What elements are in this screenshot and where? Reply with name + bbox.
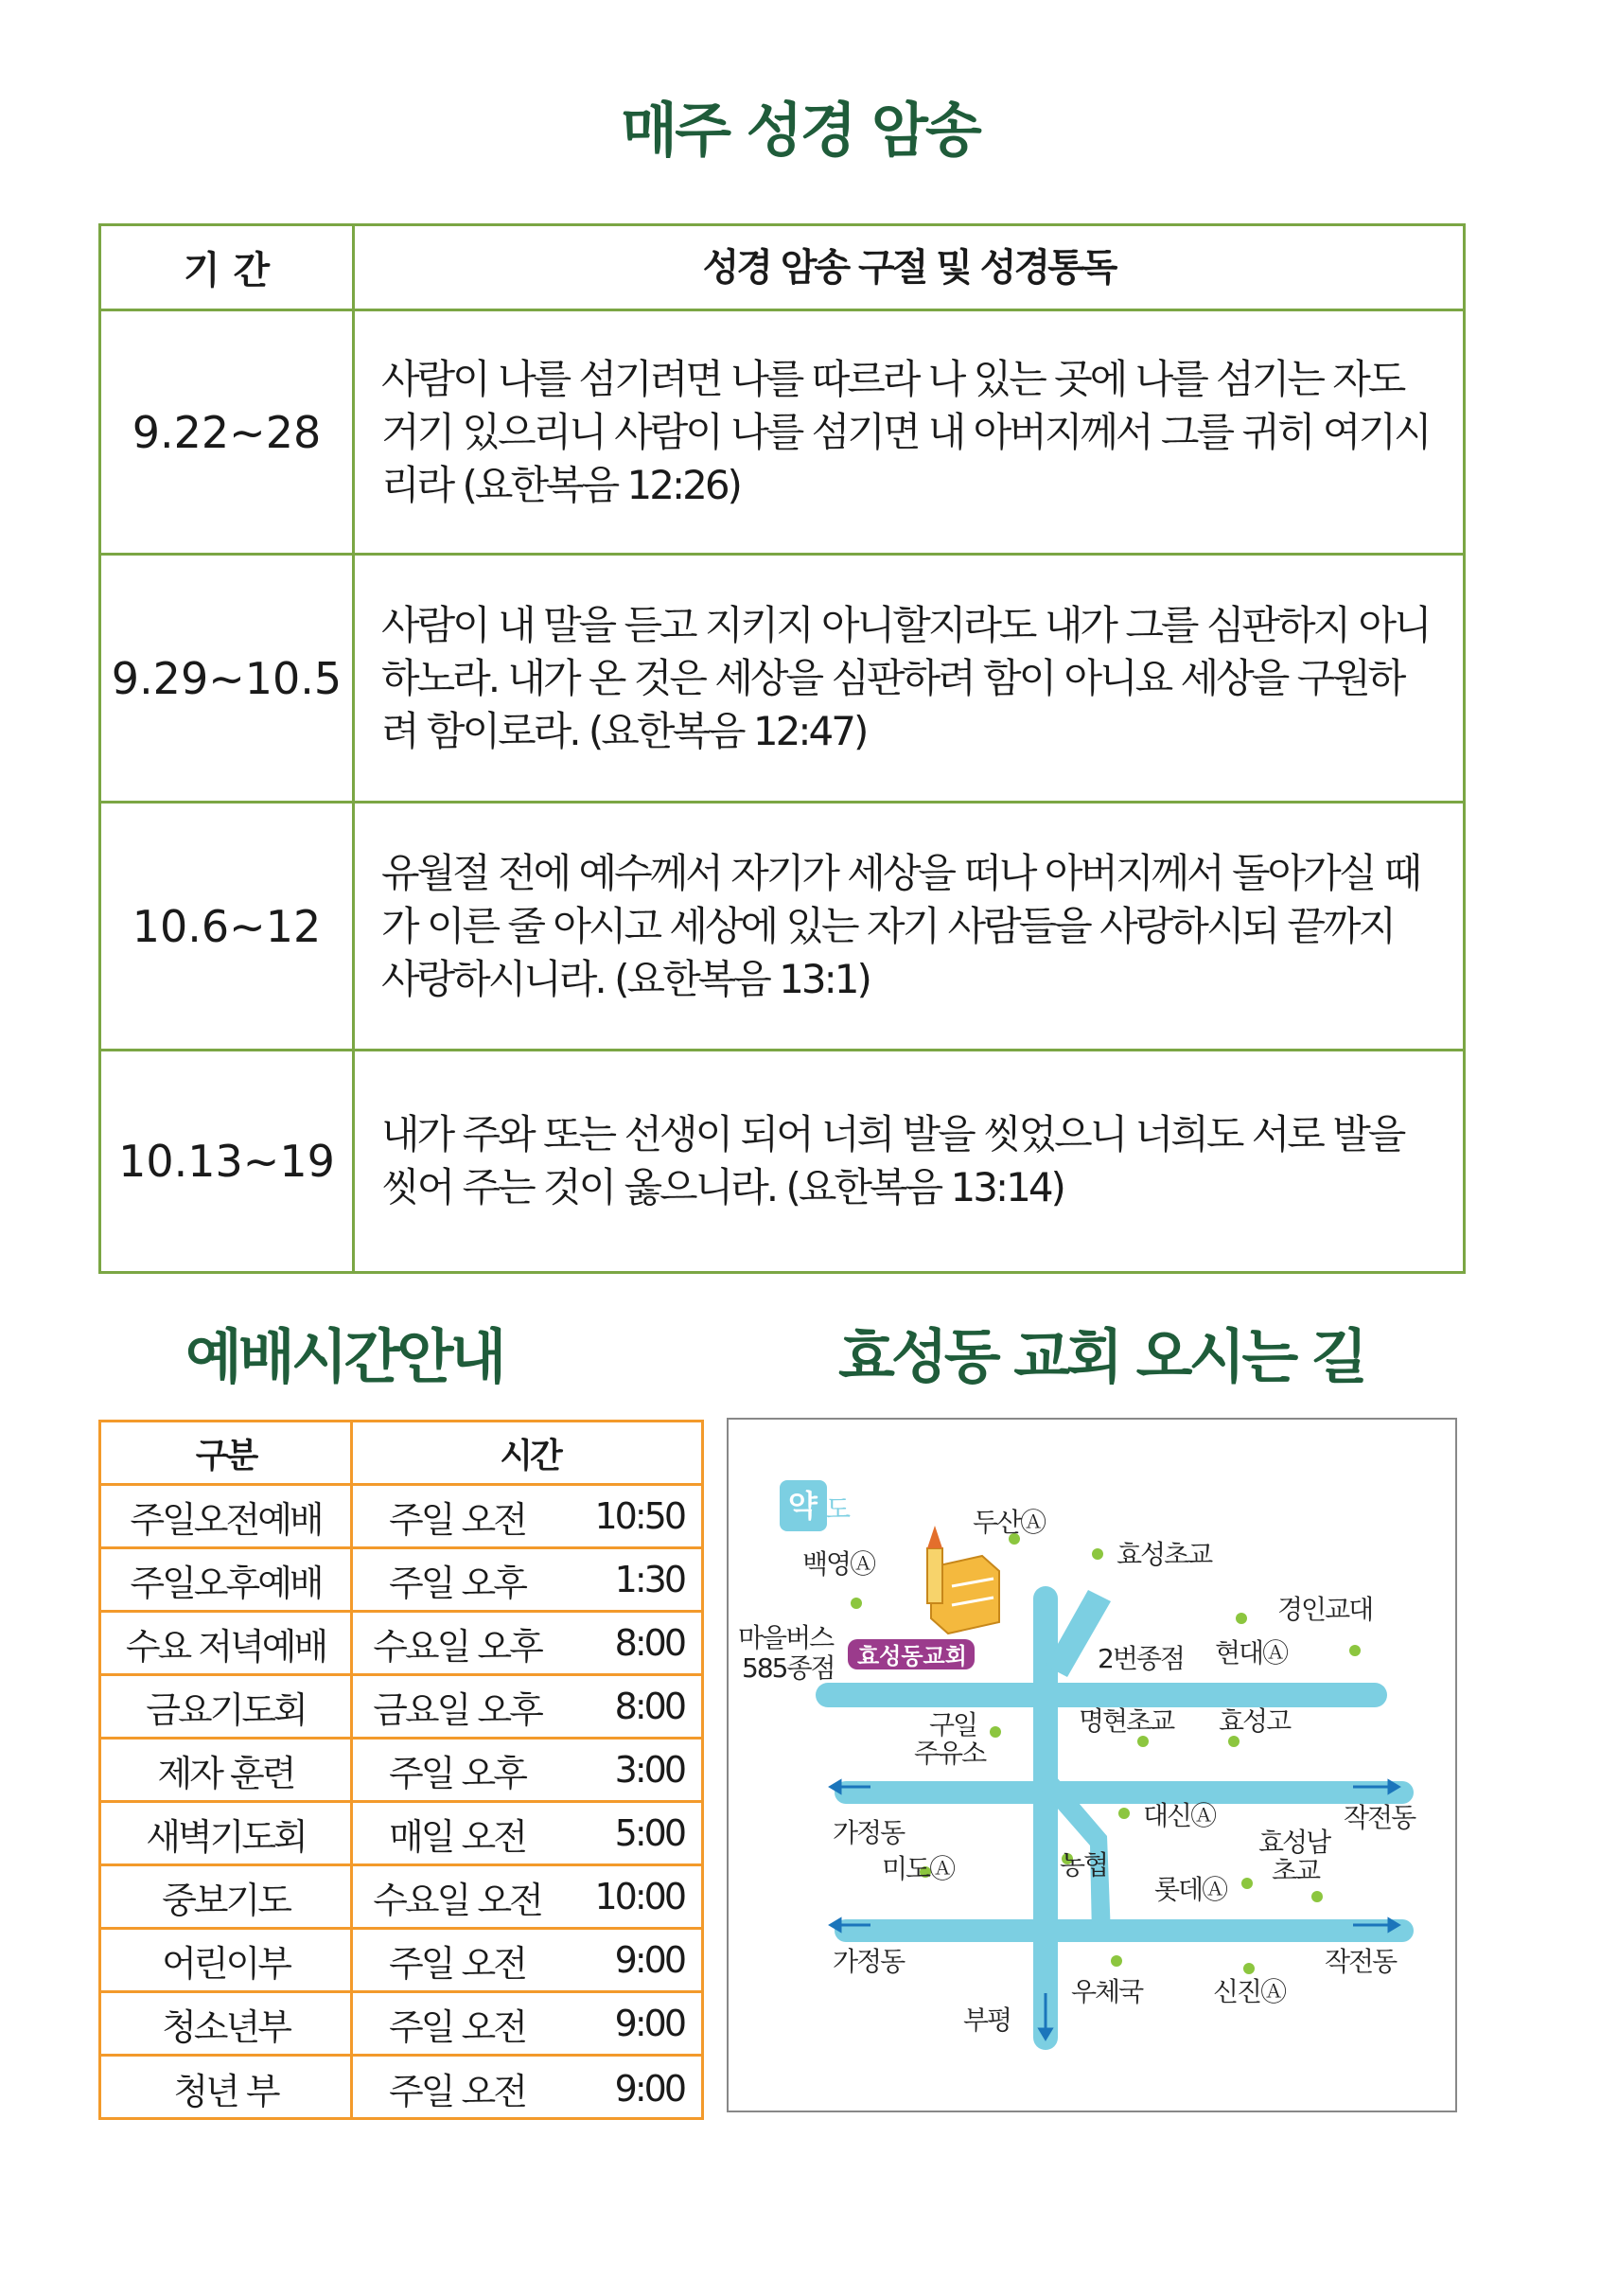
map-label: 585종점 xyxy=(742,1652,835,1684)
service-day: 주일 오전 xyxy=(389,1942,525,1985)
map-label: 대신Ⓐ xyxy=(1143,1800,1216,1831)
schedule-header xyxy=(101,1422,701,1486)
table-row xyxy=(101,1930,701,1993)
map-label: 2번종점 xyxy=(1098,1643,1184,1674)
table-row xyxy=(101,1549,701,1613)
map-label: 구일 xyxy=(929,1709,977,1740)
service-day: 주일 오전 xyxy=(389,2071,525,2112)
road-middle-horizontal xyxy=(835,1781,1414,1804)
service-time: 8:00 xyxy=(614,1622,684,1664)
arrow-left-icon xyxy=(831,1781,840,1793)
table-row xyxy=(101,804,1463,1051)
verse-table-header xyxy=(101,226,1463,311)
service-name: 청소년부 xyxy=(101,1993,353,2054)
table-row xyxy=(101,1676,701,1740)
service-time: 9:00 xyxy=(614,2067,684,2110)
service-time: 9:00 xyxy=(614,1939,684,1981)
service-day: 수요일 오전 xyxy=(373,1879,541,1921)
map-label: 부평 xyxy=(963,2005,1011,2036)
service-time: 10:00 xyxy=(594,1876,684,1917)
map-label: 경인교대 xyxy=(1277,1594,1373,1625)
header-category: 구분 xyxy=(101,1422,353,1483)
table-row xyxy=(101,1740,701,1803)
verse-text: 사람이 나를 섬기려면 나를 따르라 나 있는 곳에 나를 섬기는 자도 거기 있으리니 사람이 나를 섬기면 내 아버지께서 그를 귀히 여기시리라 (요한복음 12:26) xyxy=(381,355,1430,508)
service-time: 3:00 xyxy=(614,1749,684,1791)
service-time: 1:30 xyxy=(614,1559,684,1600)
service-name: 주일오후예배 xyxy=(101,1549,353,1610)
table-row xyxy=(101,311,1463,556)
verse-period: 9.22~28 xyxy=(101,311,355,553)
table-row xyxy=(101,1866,701,1930)
map-label: 초교 xyxy=(1272,1855,1320,1886)
road-lower-horizontal xyxy=(835,1919,1414,1942)
worship-schedule-table xyxy=(98,1420,704,2120)
map-label: 마을버스 xyxy=(738,1622,834,1653)
table-row xyxy=(101,2057,701,2120)
map-label: 효성고 xyxy=(1219,1705,1291,1737)
directions-map xyxy=(727,1418,1457,2112)
road-upper-horizontal xyxy=(816,1683,1387,1707)
directions-title: 효성동 교회 오시는 길 xyxy=(838,1322,1364,1391)
service-time: 10:50 xyxy=(594,1495,684,1537)
map-label: 주유소 xyxy=(914,1738,986,1769)
service-name: 금요기도회 xyxy=(101,1676,353,1737)
table-row xyxy=(101,1993,701,2057)
map-label: 현대Ⓐ xyxy=(1215,1637,1288,1669)
map-label: 두산Ⓐ xyxy=(973,1507,1046,1538)
map-label: 백영Ⓐ xyxy=(802,1548,875,1580)
church-label: 효성동교회 xyxy=(857,1643,967,1669)
map-label: 농협 xyxy=(1060,1849,1108,1881)
service-day: 금요일 오후 xyxy=(373,1688,541,1731)
service-day: 주일 오후 xyxy=(389,1752,525,1794)
header-content: 성경 암송 구절 및 성경통독 xyxy=(702,245,1116,290)
service-day: 주일 오전 xyxy=(389,2005,525,2048)
map-label: 작전동 xyxy=(1325,1946,1397,1977)
service-day: 수요일 오후 xyxy=(373,1625,541,1668)
verse-period: 10.13~19 xyxy=(101,1051,355,1271)
verse-text: 유월절 전에 예수께서 자기가 세상을 떠나 아버지께서 돌아가실 때가 이른 줄 아시고 세상에 있는 자기 사람들을 사랑하시되 끝까지 사랑하시니라. (요한복음 13:1) xyxy=(381,849,1420,1002)
verse-period: 10.6~12 xyxy=(101,804,355,1049)
badge-main: 약 xyxy=(788,1488,818,1524)
service-name: 어린이부 xyxy=(101,1930,353,1990)
map-svg xyxy=(729,1420,1455,2111)
verse-table xyxy=(98,223,1466,1274)
service-time: 5:00 xyxy=(614,1812,684,1854)
header-time: 시간 xyxy=(500,1436,560,1475)
verse-text: 내가 주와 또는 선생이 되어 너희 발을 씻었으니 너희도 서로 발을 씻어 주는 것이 옳으니라. (요한복음 13:14) xyxy=(381,1111,1404,1210)
table-row xyxy=(101,1613,701,1676)
map-label: 가정동 xyxy=(833,1817,905,1848)
church-building-icon xyxy=(927,1526,999,1634)
service-time: 8:00 xyxy=(614,1686,684,1727)
map-label: 우체국 xyxy=(1071,1976,1143,2007)
page-title: 매주 성경 암송 xyxy=(621,96,979,165)
map-label: 미도Ⓐ xyxy=(882,1853,955,1884)
service-day: 주일 오전 xyxy=(389,1498,525,1541)
header-period: 기 간 xyxy=(101,226,355,309)
map-label: 명현초교 xyxy=(1079,1705,1174,1737)
badge-rest: 도 xyxy=(825,1493,852,1525)
map-label: 신진Ⓐ xyxy=(1213,1976,1286,2007)
map-label: 효성남 xyxy=(1258,1827,1330,1858)
service-day: 주일 오후 xyxy=(389,1562,525,1604)
verse-text: 사람이 내 말을 듣고 지키지 아니할지라도 내가 그를 심판하지 아니하노라. 내가 온 것은 세상을 심판하려 함이 아니요 세상을 구원하려 함이로라. (요한복음 12:47) xyxy=(381,601,1430,754)
service-name: 주일오전예배 xyxy=(101,1486,353,1546)
verse-period: 9.29~10.5 xyxy=(101,556,355,801)
service-name: 중보기도 xyxy=(101,1866,353,1927)
table-row xyxy=(101,1051,1463,1271)
service-time: 9:00 xyxy=(614,2003,684,2044)
service-name: 청년 부 xyxy=(101,2057,353,2120)
worship-title: 예배시간안내 xyxy=(185,1322,503,1391)
service-day: 매일 오전 xyxy=(389,1815,525,1858)
map-badge xyxy=(780,1480,851,1531)
service-name: 새벽기도회 xyxy=(101,1803,353,1863)
map-label: 효성초교 xyxy=(1116,1539,1212,1570)
table-row xyxy=(101,1803,701,1866)
service-name: 제자 훈련 xyxy=(101,1740,353,1800)
table-row xyxy=(101,1486,701,1549)
map-label: 작전동 xyxy=(1344,1802,1415,1833)
map-label: 롯데Ⓐ xyxy=(1154,1874,1227,1905)
map-label: 가정동 xyxy=(833,1946,905,1977)
service-name: 수요 저녁예배 xyxy=(101,1613,353,1673)
arrow-left-icon xyxy=(831,1919,840,1931)
table-row xyxy=(101,556,1463,804)
